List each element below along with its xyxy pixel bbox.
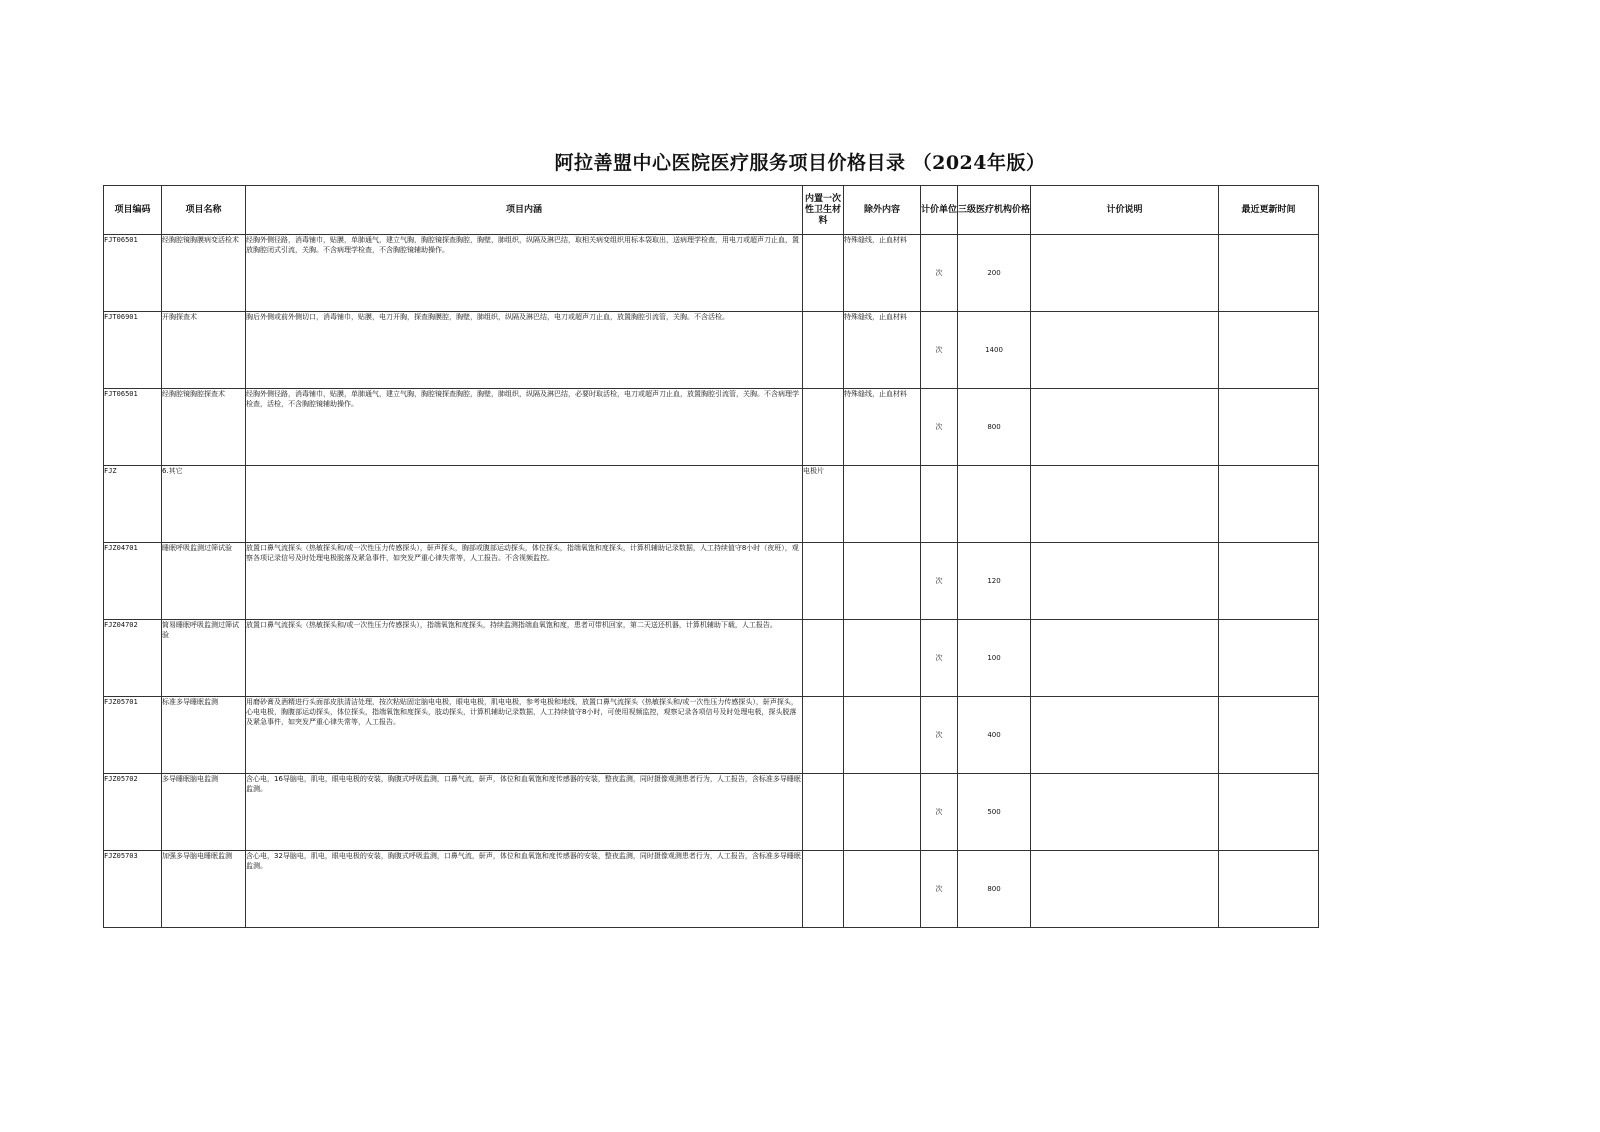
- cell-name: 6.其它: [162, 466, 246, 543]
- page-title: 阿拉善盟中心医院医疗服务项目价格目录 （2024年版）: [554, 152, 1046, 174]
- cell-exclude: [844, 697, 921, 774]
- cell-content: [246, 466, 803, 543]
- cell-name: 开胸探查术: [162, 312, 246, 389]
- cell-code: FJZ05703: [104, 851, 162, 928]
- cell-content: 含心电，16导脑电，肌电，眼电电极的安装，胸腹式呼吸监测，口鼻气流，鼾声，体位和血氧饱和度传感器的安装，整夜监测，同时摄像观测患者行为，人工报告，含标准多导睡眠监测。: [246, 774, 803, 851]
- cell-updated: [1219, 851, 1319, 928]
- cell-price: 120: [958, 543, 1031, 620]
- table-row: [104, 851, 1319, 928]
- cell-unit: 次: [921, 235, 958, 312]
- cell-exclude: 特殊缝线，止血材料: [844, 389, 921, 466]
- cell-updated: [1219, 312, 1319, 389]
- cell-material: [803, 312, 844, 389]
- cell-content: 胸后外侧或前外侧切口，消毒铺巾，贴膜，电刀开胸，探查胸膜腔，胸壁，肺组织，纵隔及淋巴结，电刀或超声刀止血，放置胸腔引流管，关胸。不含活检。: [246, 312, 803, 389]
- cell-note: [1031, 389, 1219, 466]
- cell-name: 经胸腔镜胸腔探查术: [162, 389, 246, 466]
- cell-unit: 次: [921, 620, 958, 697]
- cell-code: FJT06901: [104, 312, 162, 389]
- cell-unit: 次: [921, 851, 958, 928]
- header-note: 计价说明: [1031, 186, 1219, 235]
- cell-code: FJT06501: [104, 389, 162, 466]
- cell-note: [1031, 620, 1219, 697]
- cell-material: 电极片: [803, 466, 844, 543]
- cell-material: [803, 851, 844, 928]
- cell-code: FJZ05701: [104, 697, 162, 774]
- cell-material: [803, 389, 844, 466]
- cell-content: 放置口鼻气流探头（热敏探头和/或一次性压力传感探头），指端氧饱和度探头，持续监测指端血氧饱和度，患者可带机回家，第二天送还机器，计算机辅助下载，人工报告。: [246, 620, 803, 697]
- table-row: [104, 543, 1319, 620]
- header-updated: 最近更新时间: [1219, 186, 1319, 235]
- cell-unit: 次: [921, 389, 958, 466]
- cell-code: FJZ: [104, 466, 162, 543]
- header-exclude: 除外内容: [844, 186, 921, 235]
- cell-exclude: 特殊缝线，止血材料: [844, 235, 921, 312]
- cell-unit: 次: [921, 312, 958, 389]
- cell-code: FJZ04702: [104, 620, 162, 697]
- price-table: [103, 185, 1319, 928]
- header-price: 三级医疗机构价格: [958, 186, 1031, 235]
- cell-price: 800: [958, 851, 1031, 928]
- cell-note: [1031, 466, 1219, 543]
- cell-price: 100: [958, 620, 1031, 697]
- header-content: 项目内涵: [246, 186, 803, 235]
- cell-updated: [1219, 389, 1319, 466]
- table-row: [104, 466, 1319, 543]
- cell-exclude: [844, 851, 921, 928]
- table-row: [104, 697, 1319, 774]
- cell-content: 放置口鼻气流探头（热敏探头和/或一次性压力传感探头），鼾声探头，胸部或腹部运动探头，体位探头，指端氧饱和度探头，计算机辅助记录数据，人工持续值守8小时（夜班），观察各项记录信号及时处理电极脱落及紧急事件，如突发严重心律失常等，人工报告。不含视频监控。: [246, 543, 803, 620]
- cell-material: [803, 620, 844, 697]
- cell-updated: [1219, 543, 1319, 620]
- cell-content: 经胸外侧径路，消毒铺巾，贴膜，单肺通气，建立气胸，胸腔镜探查胸腔，胸壁，肺组织，纵隔及淋巴结，取相关病变组织用标本袋取出，送病理学检查，用电刀或超声刀止血，置放胸腔闭式引流，关胸。不含病理学检查，不含胸腔镜辅助操作。: [246, 235, 803, 312]
- cell-updated: [1219, 697, 1319, 774]
- cell-material: [803, 697, 844, 774]
- cell-content: 含心电，32导脑电，肌电，眼电电极的安装，胸腹式呼吸监测，口鼻气流，鼾声，体位和血氧饱和度传感器的安装，整夜监测，同时摄像观测患者行为，人工报告，含标准多导睡眠监测。: [246, 851, 803, 928]
- cell-name: 经胸腔镜胸膜病变活检术: [162, 235, 246, 312]
- cell-note: [1031, 774, 1219, 851]
- cell-material: [803, 774, 844, 851]
- table-row: [104, 620, 1319, 697]
- cell-note: [1031, 543, 1219, 620]
- table-row: [104, 389, 1319, 466]
- cell-unit: 次: [921, 543, 958, 620]
- table-row: [104, 312, 1319, 389]
- cell-name: 简易睡眠呼吸监测过筛试验: [162, 620, 246, 697]
- table-header-row: [104, 186, 1319, 235]
- cell-code: FJZ05702: [104, 774, 162, 851]
- cell-unit: 次: [921, 697, 958, 774]
- cell-content: 用磨砂膏及酒精进行头面部皮肤清洁处理，按次粘贴固定脑电电极，眼电电极，肌电电极，参考电极和地线，放置口鼻气流探头（热敏探头和/或一次性压力传感探头），鼾声探头，心电电极，胸腹部运动探头，体位探头，指端氧饱和度探头，肢动探头，计算机辅助记录数据，人工持续值守8小时，可使用视频监控，观察记录各项信号及时处理电极，探头脱落及紧急事件，如突发严重心律失常等，人工报告。: [246, 697, 803, 774]
- cell-unit: 次: [921, 774, 958, 851]
- header-name: 项目名称: [162, 186, 246, 235]
- header-code: 项目编码: [104, 186, 162, 235]
- cell-updated: [1219, 774, 1319, 851]
- cell-updated: [1219, 466, 1319, 543]
- cell-note: [1031, 697, 1219, 774]
- table-row: [104, 774, 1319, 851]
- cell-code: FJT06501: [104, 235, 162, 312]
- cell-name: 睡眠呼吸监测过筛试验: [162, 543, 246, 620]
- cell-price: [958, 466, 1031, 543]
- cell-content: 经胸外侧径路，消毒铺巾，贴膜，单肺通气，建立气胸，胸腔镜探查胸腔，胸壁，肺组织，纵隔及淋巴结，必要时取活检，电刀或超声刀止血，放置胸腔引流管，关胸。不含病理学检查，活检，不含胸腔镜辅助操作。: [246, 389, 803, 466]
- cell-code: FJZ04701: [104, 543, 162, 620]
- cell-name: 加强多导脑电睡眠监测: [162, 851, 246, 928]
- cell-price: 500: [958, 774, 1031, 851]
- cell-unit: [921, 466, 958, 543]
- cell-updated: [1219, 620, 1319, 697]
- cell-name: 标准多导睡眠监测: [162, 697, 246, 774]
- cell-exclude: [844, 620, 921, 697]
- cell-exclude: [844, 466, 921, 543]
- header-material: 内置一次性卫生材料: [803, 186, 844, 235]
- cell-note: [1031, 312, 1219, 389]
- cell-price: 400: [958, 697, 1031, 774]
- cell-price: 800: [958, 389, 1031, 466]
- cell-price: 1400: [958, 312, 1031, 389]
- cell-updated: [1219, 235, 1319, 312]
- cell-material: [803, 543, 844, 620]
- cell-price: 200: [958, 235, 1031, 312]
- cell-note: [1031, 851, 1219, 928]
- cell-name: 多导睡眠脑电监测: [162, 774, 246, 851]
- cell-material: [803, 235, 844, 312]
- cell-exclude: [844, 543, 921, 620]
- table-row: [104, 235, 1319, 312]
- cell-note: [1031, 235, 1219, 312]
- cell-exclude: 特殊缝线，止血材料: [844, 312, 921, 389]
- cell-exclude: [844, 774, 921, 851]
- header-unit: 计价单位: [921, 186, 958, 235]
